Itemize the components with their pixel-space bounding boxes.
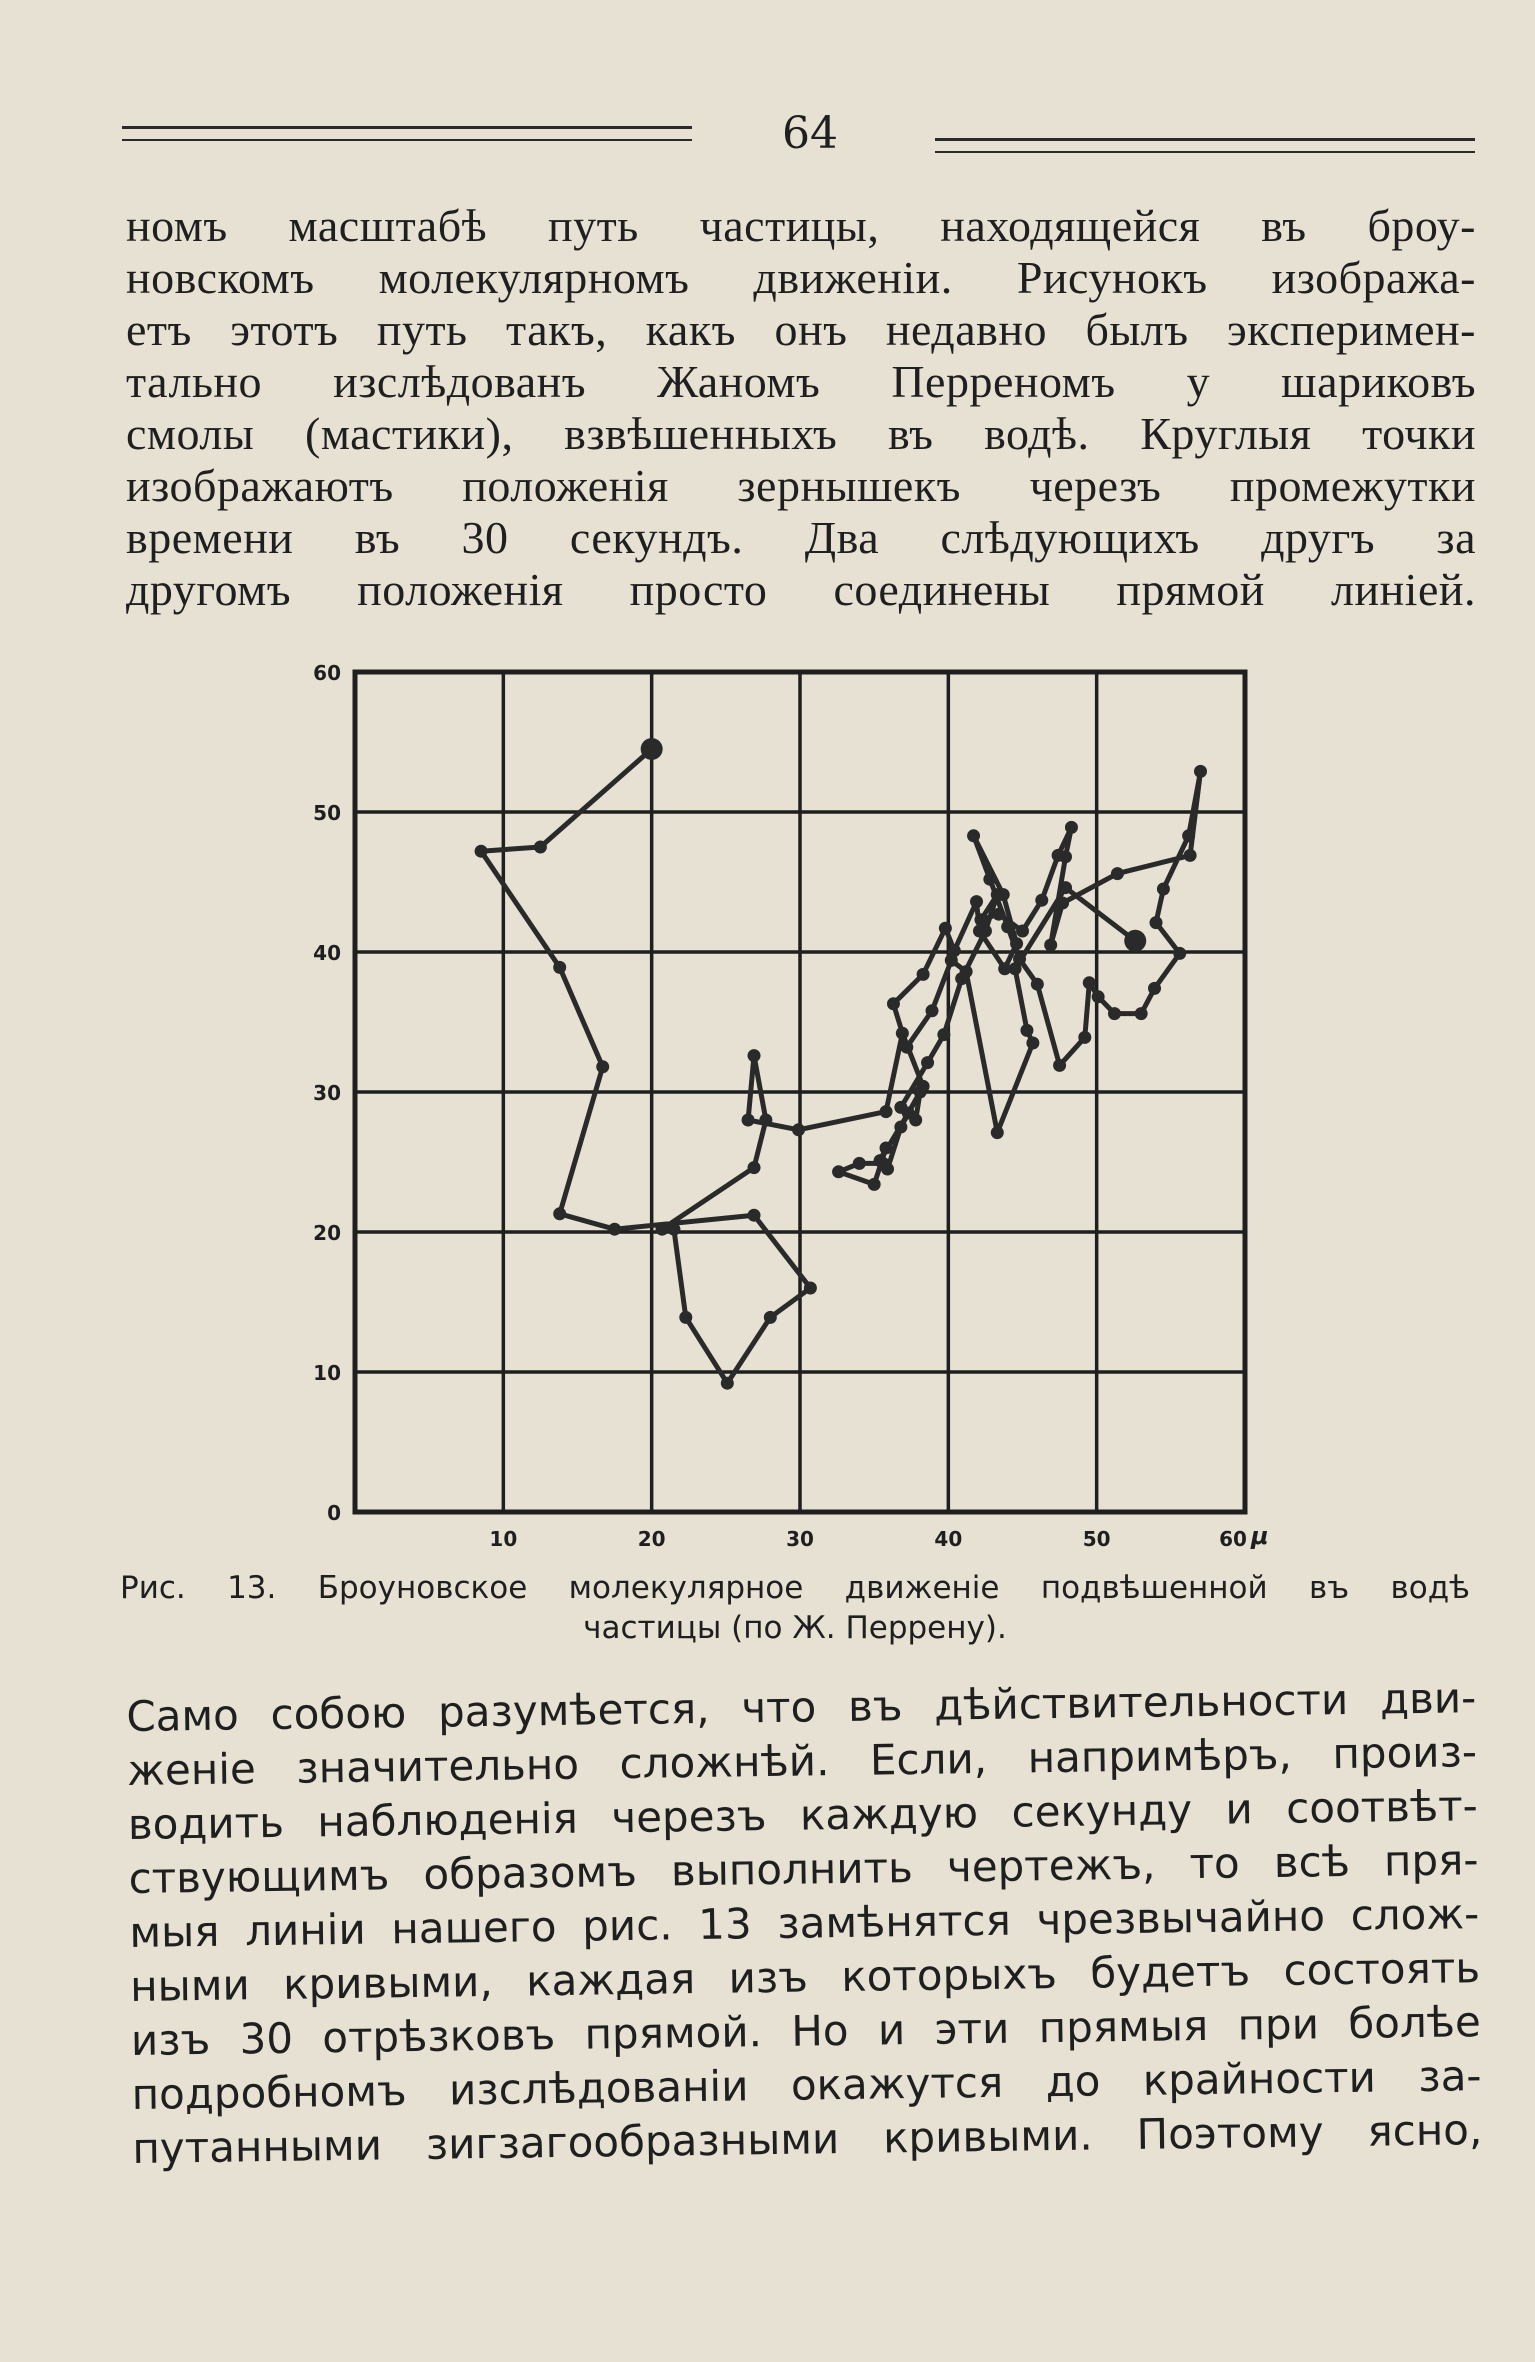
data-point bbox=[748, 1049, 761, 1062]
x-tick-label: 60 bbox=[1219, 1527, 1247, 1551]
data-point bbox=[608, 1223, 621, 1236]
data-point bbox=[1020, 1024, 1033, 1037]
paragraph-top bbox=[126, 200, 1476, 616]
x-tick-label: 40 bbox=[934, 1527, 963, 1551]
data-point bbox=[974, 913, 987, 926]
x-tick-label: 10 bbox=[489, 1527, 518, 1551]
text-line: тально изслѣдованъ Жаномъ Перреномъ у шариковъ bbox=[126, 356, 1476, 407]
figure-caption bbox=[120, 1568, 1470, 1648]
data-point bbox=[970, 895, 983, 908]
x-tick-label: 20 bbox=[637, 1527, 666, 1551]
data-point bbox=[1044, 939, 1057, 952]
data-point bbox=[553, 1207, 566, 1220]
data-point bbox=[1031, 978, 1044, 991]
data-point bbox=[945, 954, 958, 967]
data-point bbox=[596, 1060, 609, 1073]
path-endpoint bbox=[1124, 930, 1146, 952]
data-point bbox=[853, 1157, 866, 1170]
data-point bbox=[992, 908, 1005, 921]
text-line: водить наблюденія черезъ каждую секунду и соотвѣт- bbox=[127, 1781, 1479, 1849]
data-point bbox=[748, 1161, 761, 1174]
header-rule-left bbox=[122, 126, 692, 141]
data-point bbox=[475, 845, 488, 858]
caption-line-2: частицы (по Ж. Перрену). bbox=[583, 1610, 1007, 1646]
x-unit-label: μ bbox=[1251, 1522, 1269, 1550]
text-line: женіе значительно сложнѣй. Если, напримѣръ, произ- bbox=[126, 1727, 1478, 1795]
data-point bbox=[1026, 1037, 1039, 1050]
text-line: путанными зигзагообразными кривыми. Поэтому ясно, bbox=[132, 2105, 1483, 2173]
text-line: времени въ 30 секундъ. Два слѣдующихъ другъ за bbox=[126, 512, 1476, 563]
path-endpoint bbox=[641, 738, 663, 760]
data-point bbox=[1111, 867, 1124, 880]
data-point bbox=[1083, 976, 1096, 989]
data-point bbox=[1001, 920, 1014, 933]
data-point bbox=[896, 1027, 909, 1040]
text-line: ными кривыми, каждая изъ которыхъ будетъ состоять bbox=[129, 1943, 1481, 2011]
data-point bbox=[997, 888, 1010, 901]
data-point bbox=[900, 1041, 913, 1054]
data-point bbox=[881, 1163, 894, 1176]
data-point bbox=[1184, 849, 1197, 862]
data-point bbox=[656, 1223, 669, 1236]
data-point bbox=[1173, 947, 1186, 960]
data-point bbox=[960, 965, 973, 978]
text-line: изображаютъ положенія зернышекъ черезъ промежутки bbox=[126, 460, 1476, 511]
data-point bbox=[1056, 897, 1069, 910]
data-point bbox=[1059, 850, 1072, 863]
data-point bbox=[1092, 990, 1105, 1003]
data-point bbox=[887, 997, 900, 1010]
data-point bbox=[804, 1282, 817, 1295]
data-point bbox=[553, 961, 566, 974]
data-point bbox=[1059, 881, 1072, 894]
data-point bbox=[894, 1101, 907, 1114]
data-point bbox=[921, 1056, 934, 1069]
data-point bbox=[983, 873, 996, 886]
brownian-motion-chart bbox=[300, 650, 1300, 1570]
header-rule-right bbox=[935, 138, 1475, 153]
text-line: смолы (мастики), взвѣшенныхъ въ водѣ. Круглыя точки bbox=[126, 408, 1476, 459]
page-number: 64 bbox=[782, 108, 838, 159]
text-line: номъ масштабѣ путь частицы, находящейся въ броу- bbox=[126, 200, 1476, 251]
data-point bbox=[764, 1311, 777, 1324]
text-line: мыя линіи нашего рис. 13 замѣнятся чрезвычайно слож- bbox=[129, 1889, 1480, 1957]
data-point bbox=[1053, 1059, 1066, 1072]
data-point bbox=[1148, 982, 1161, 995]
y-tick-label: 0 bbox=[327, 1501, 341, 1525]
data-point bbox=[967, 829, 980, 842]
data-point bbox=[973, 925, 986, 938]
y-tick-label: 30 bbox=[313, 1081, 341, 1105]
data-point bbox=[909, 1114, 922, 1127]
y-tick-label: 10 bbox=[313, 1361, 341, 1385]
y-tick-label: 40 bbox=[313, 941, 341, 965]
data-point bbox=[759, 1114, 772, 1127]
data-point bbox=[937, 1028, 950, 1041]
data-point bbox=[1108, 1007, 1121, 1020]
data-point bbox=[914, 1086, 927, 1099]
data-point bbox=[1065, 821, 1078, 834]
text-line: Само собою разумѣется, что въ дѣйствительности дви- bbox=[126, 1673, 1477, 1741]
text-line: етъ этотъ путь такъ, какъ онъ недавно былъ эксперимен- bbox=[126, 304, 1476, 355]
text-line: ствующимъ образомъ выполнить чертежъ, то всѣ пря- bbox=[128, 1835, 1479, 1903]
text-line: другомъ положенія просто соединены прямой линіей. bbox=[126, 564, 1476, 615]
data-point bbox=[742, 1114, 755, 1127]
y-tick-label: 20 bbox=[313, 1221, 341, 1245]
data-point bbox=[880, 1142, 893, 1155]
data-point bbox=[991, 1126, 1004, 1139]
data-point bbox=[868, 1178, 881, 1191]
data-point bbox=[894, 1121, 907, 1134]
data-point bbox=[1016, 925, 1029, 938]
data-point bbox=[1035, 894, 1048, 907]
data-point bbox=[939, 922, 952, 935]
data-point bbox=[926, 1004, 939, 1017]
data-point bbox=[1157, 883, 1170, 896]
text-line: новскомъ молекулярномъ движеніи. Рисунокъ изобража- bbox=[126, 252, 1476, 303]
data-point bbox=[748, 1209, 761, 1222]
data-point bbox=[792, 1123, 805, 1136]
text-line: изъ 30 отрѣзковъ прямой. Но и эти прямыя при болѣе bbox=[130, 1997, 1482, 2065]
particle-path-line bbox=[481, 749, 1200, 1383]
data-point bbox=[880, 1105, 893, 1118]
data-point bbox=[1078, 1031, 1091, 1044]
x-tick-label: 50 bbox=[1082, 1527, 1111, 1551]
y-tick-label: 50 bbox=[313, 801, 341, 825]
data-point bbox=[832, 1165, 845, 1178]
data-point bbox=[1194, 765, 1207, 778]
data-point bbox=[1010, 937, 1023, 950]
data-point bbox=[917, 968, 930, 981]
caption-line-1: Рис. 13. Броуновское молекулярное движеніе подвѣшенной въ водѣ bbox=[120, 1570, 1470, 1606]
data-point bbox=[721, 1377, 734, 1390]
data-point bbox=[1150, 916, 1163, 929]
data-point bbox=[1009, 962, 1022, 975]
y-tick-label: 60 bbox=[313, 661, 341, 685]
text-line: подробномъ изслѣдованіи окажутся до крайности за- bbox=[131, 2051, 1482, 2119]
paragraph-bottom bbox=[126, 1671, 1483, 2176]
data-point bbox=[1182, 829, 1195, 842]
data-point bbox=[667, 1223, 680, 1236]
data-point bbox=[534, 841, 547, 854]
data-point bbox=[1135, 1007, 1148, 1020]
x-tick-label: 30 bbox=[786, 1527, 814, 1551]
data-point bbox=[679, 1311, 692, 1324]
